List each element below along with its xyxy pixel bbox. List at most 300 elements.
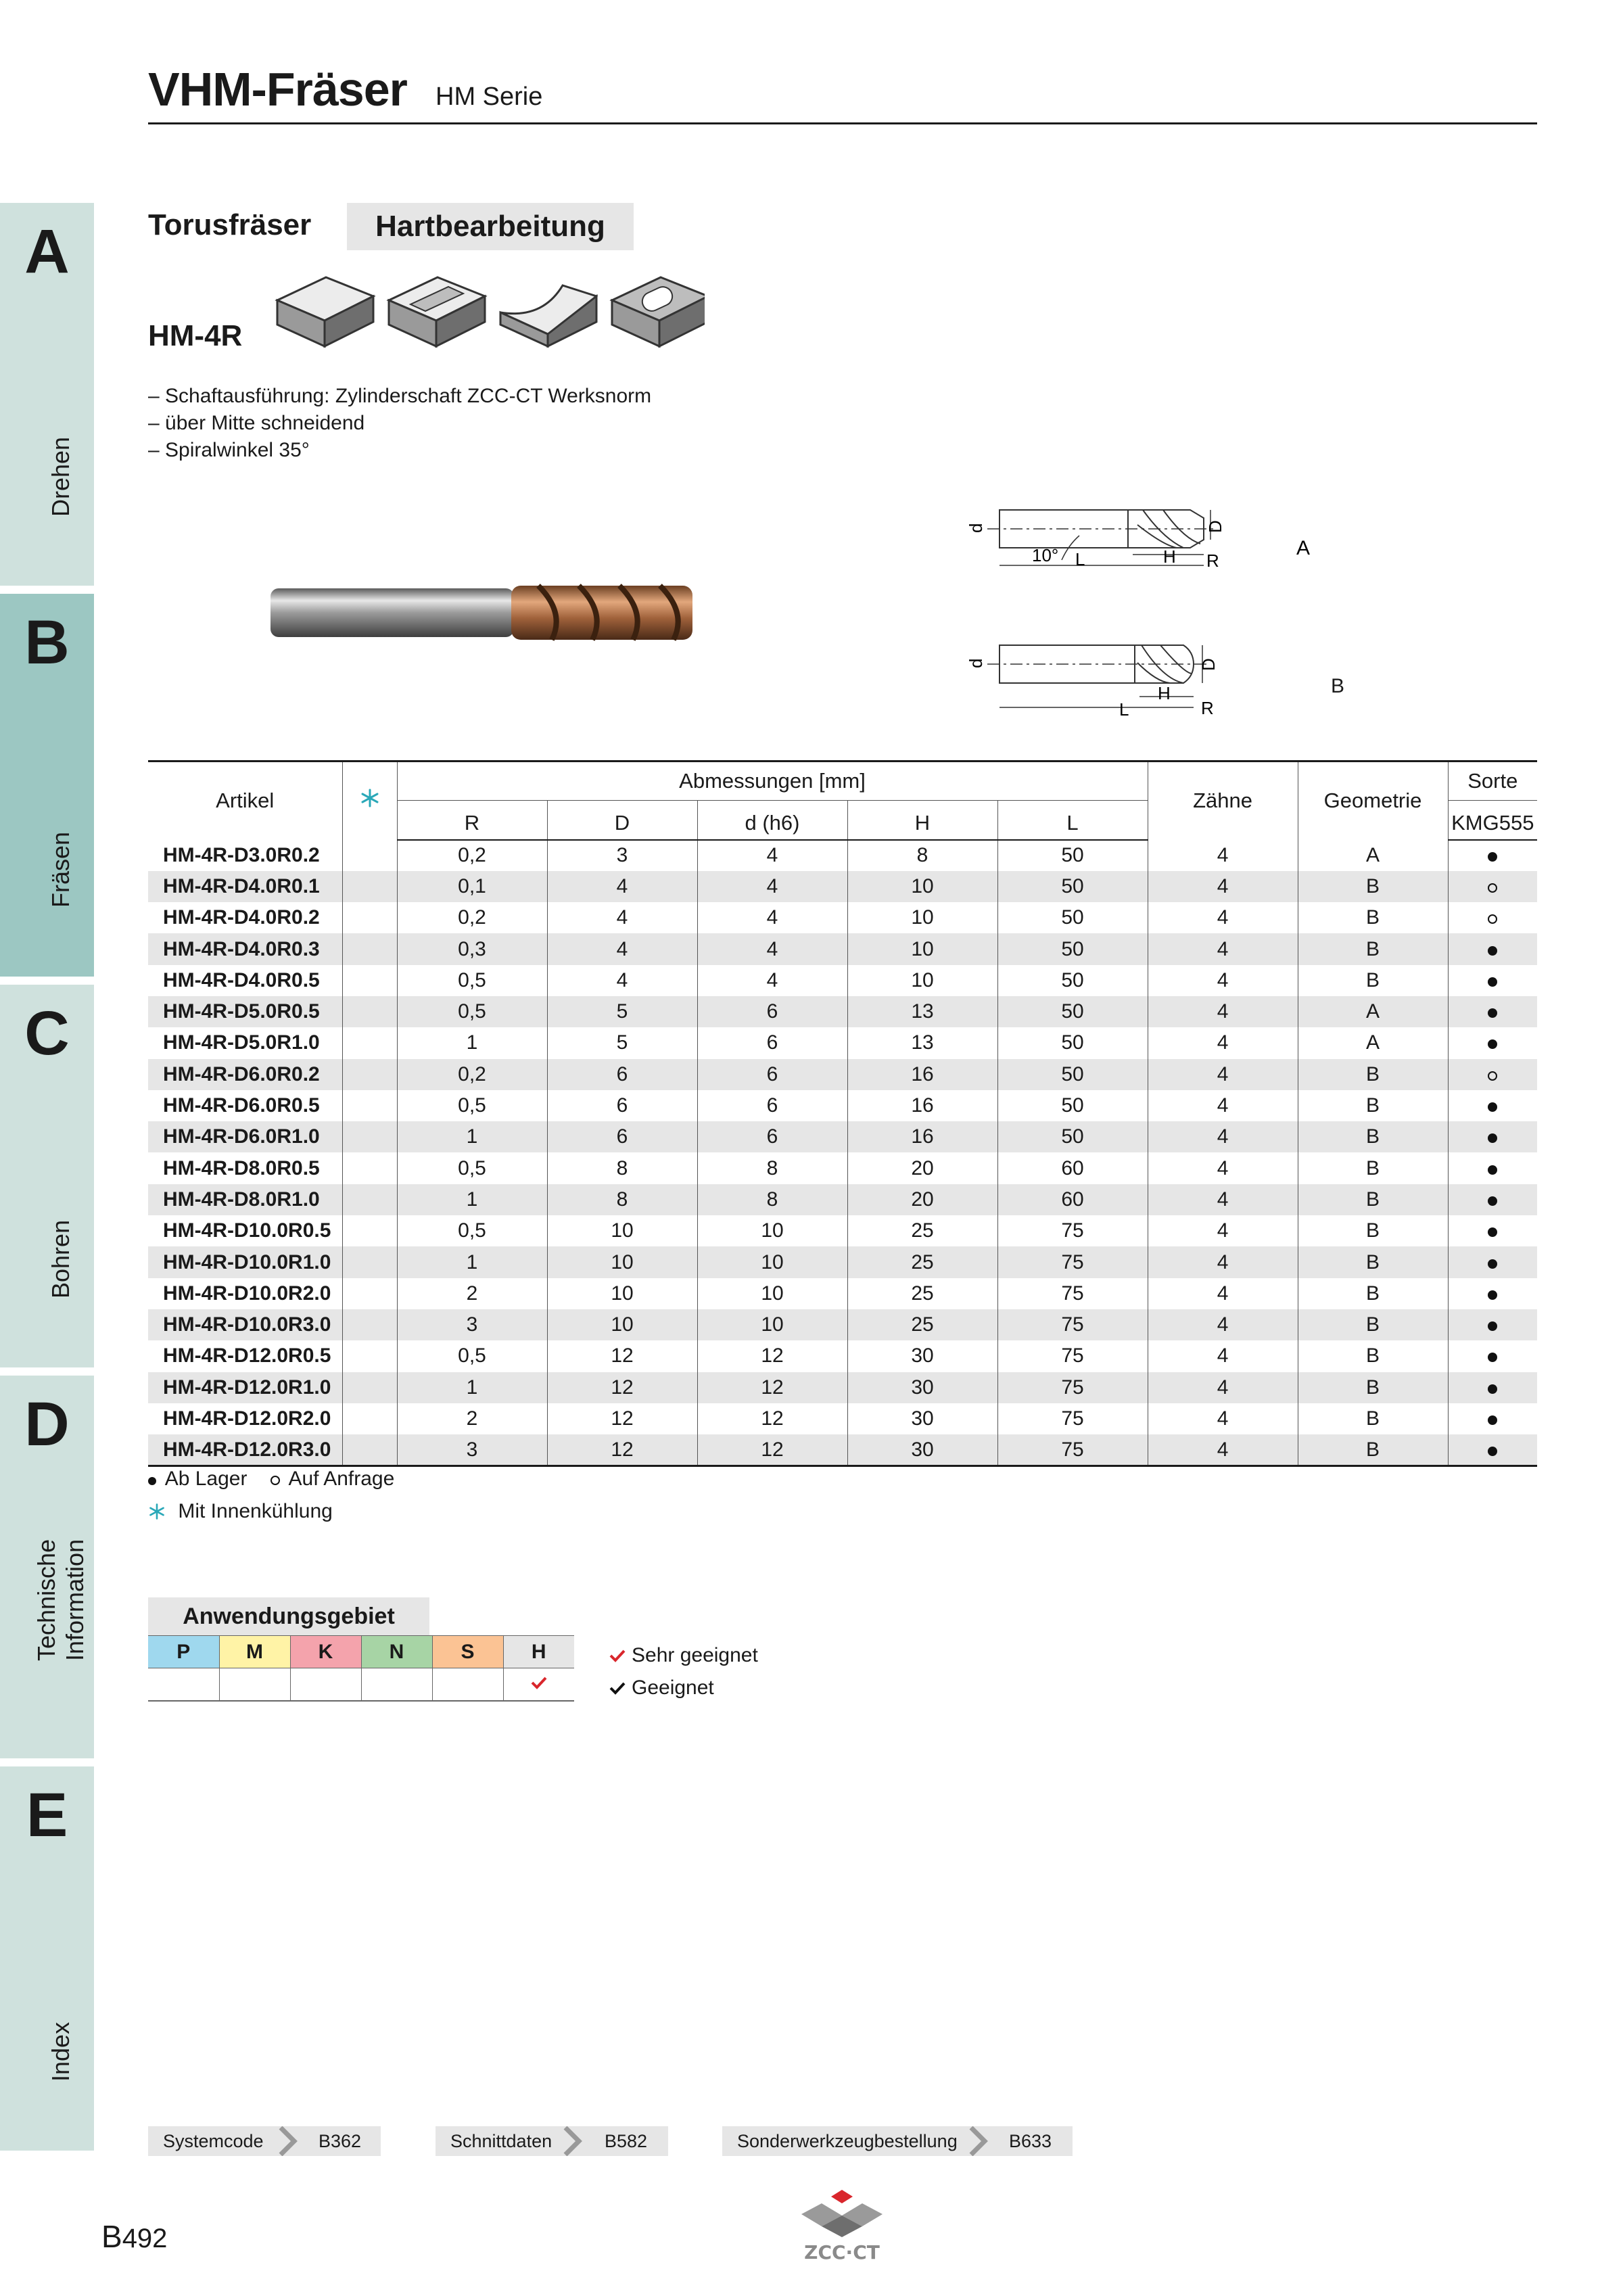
red-check-icon — [530, 1675, 548, 1690]
cell-d: 8 — [697, 1152, 847, 1184]
cell-d: 4 — [697, 902, 847, 933]
cell-R: 3 — [397, 1434, 547, 1466]
cell-artikel: HM-4R-D8.0R1.0 — [148, 1184, 342, 1215]
page-title: VHM-Fräser — [148, 63, 407, 116]
cell-H: 25 — [847, 1215, 997, 1246]
cell-d: 6 — [697, 1059, 847, 1090]
cell-R: 0,5 — [397, 1090, 547, 1121]
cell-H: 25 — [847, 1246, 997, 1278]
slot-milling-icon — [389, 277, 485, 346]
chevron-right-icon — [277, 2126, 298, 2156]
cell-H: 25 — [847, 1278, 997, 1309]
legend-in-stock: Ab Lager — [164, 1468, 248, 1490]
cell-D: 5 — [547, 996, 697, 1027]
cell-coolant — [342, 1434, 397, 1466]
cell-L: 50 — [997, 1059, 1148, 1090]
cell-R: 0,2 — [397, 1059, 547, 1090]
ref-page: B362 — [319, 2131, 362, 2151]
cell-teeth: 4 — [1148, 1278, 1298, 1309]
cell-grade — [1448, 1434, 1537, 1466]
cell-R: 1 — [397, 1246, 547, 1278]
cell-geometry: B — [1298, 1278, 1448, 1309]
cell-H: 16 — [847, 1090, 997, 1121]
page-series: HM Serie — [436, 83, 543, 111]
table-row — [148, 1246, 1537, 1278]
cell-grade — [1448, 1403, 1537, 1434]
cell-grade — [1448, 1027, 1537, 1058]
cell-H: 30 — [847, 1372, 997, 1403]
feature-item: – Schaftausführung: Zylinderschaft ZCC-CT Werksnorm — [148, 385, 652, 407]
cell-geometry: B — [1298, 1215, 1448, 1246]
legend-on-request: Auf Anfrage — [288, 1468, 395, 1490]
cell-R: 1 — [397, 1121, 547, 1152]
cell-geometry: B — [1298, 1090, 1448, 1121]
cell-teeth: 4 — [1148, 1434, 1298, 1466]
in-stock-dot-icon — [1488, 1290, 1497, 1300]
cell-L: 50 — [997, 1090, 1148, 1121]
ref-systemcode[interactable] — [148, 2126, 381, 2156]
cell-H: 10 — [847, 871, 997, 902]
col-R: R — [397, 801, 547, 840]
cell-d: 10 — [697, 1215, 847, 1246]
cell-geometry: A — [1298, 1027, 1448, 1058]
suitability-s — [432, 1668, 503, 1701]
cell-D: 10 — [547, 1246, 697, 1278]
cell-grade — [1448, 1372, 1537, 1403]
cell-D: 3 — [547, 840, 697, 871]
cell-artikel: HM-4R-D6.0R1.0 — [148, 1121, 342, 1152]
cell-H: 10 — [847, 902, 997, 933]
cell-R: 0,3 — [397, 933, 547, 964]
cell-geometry: B — [1298, 1121, 1448, 1152]
cell-D: 12 — [547, 1403, 697, 1434]
col-L: L — [997, 801, 1148, 840]
cell-H: 20 — [847, 1152, 997, 1184]
cell-coolant — [342, 1403, 397, 1434]
tab-e-index[interactable] — [0, 1766, 94, 2151]
ref-name: Sonderwerkzeugbestellung — [737, 2131, 958, 2151]
cell-grade — [1448, 1340, 1537, 1372]
in-stock-dot-icon — [1488, 1196, 1497, 1206]
table-row — [148, 840, 1537, 871]
col-coolant — [342, 762, 397, 840]
hardening-badge: Hartbearbeitung — [347, 203, 634, 250]
tab-label: Fräsen — [47, 831, 74, 908]
cell-teeth: 4 — [1148, 1184, 1298, 1215]
cell-artikel: HM-4R-D4.0R0.5 — [163, 968, 320, 991]
ref-name: Schnittdaten — [450, 2131, 552, 2151]
suitability-legend — [609, 1639, 758, 1704]
cell-teeth: 4 — [1148, 871, 1298, 902]
cell-D: 6 — [547, 1090, 697, 1121]
page-number — [101, 2218, 167, 2255]
cell-geometry: B — [1298, 1340, 1448, 1372]
cell-H: 13 — [847, 1027, 997, 1058]
cell-artikel: HM-4R-D5.0R1.0 — [163, 1031, 320, 1054]
table-row — [148, 1215, 1537, 1246]
table-row — [148, 1309, 1537, 1340]
in-stock-dot-icon — [1488, 946, 1497, 956]
cell-d: 6 — [697, 996, 847, 1027]
in-stock-dot-icon — [1488, 1259, 1497, 1269]
geometry-a-label: A — [1296, 537, 1311, 559]
dim-L-label: L — [1119, 699, 1129, 720]
table-row — [148, 965, 1537, 996]
cell-H: 16 — [847, 1059, 997, 1090]
cell-D: 12 — [547, 1372, 697, 1403]
in-stock-dot-icon — [1488, 1321, 1497, 1331]
in-stock-dot-icon — [1488, 1008, 1497, 1018]
product-name: HM-4R — [148, 319, 243, 352]
cell-teeth: 4 — [1148, 1340, 1298, 1372]
cell-grade — [1448, 1309, 1537, 1340]
suitability-m — [219, 1668, 290, 1701]
cell-R: 3 — [397, 1309, 547, 1340]
suitability-h — [503, 1668, 574, 1701]
cell-D: 4 — [547, 871, 697, 902]
cell-grade — [1448, 840, 1537, 871]
dim-d-label: d — [966, 523, 986, 533]
cell-artikel: HM-4R-D3.0R0.2 — [163, 843, 320, 866]
cell-L: 60 — [997, 1152, 1148, 1184]
cell-geometry: B — [1298, 1434, 1448, 1466]
cell-artikel: HM-4R-D10.0R3.0 — [148, 1309, 342, 1340]
cell-geometry: B — [1298, 1059, 1448, 1090]
cell-L: 75 — [997, 1278, 1148, 1309]
black-check-icon — [609, 1681, 626, 1695]
cell-D: 5 — [547, 1027, 697, 1058]
table-row — [148, 1403, 1537, 1434]
in-stock-dot-icon — [1488, 1165, 1497, 1175]
cell-L: 50 — [997, 1027, 1148, 1058]
cell-grade — [1448, 871, 1537, 902]
cell-artikel: HM-4R-D8.0R0.5 — [163, 1156, 320, 1179]
cell-L: 50 — [997, 871, 1148, 902]
cell-L: 50 — [997, 965, 1148, 996]
tab-b-fraesen[interactable] — [0, 594, 94, 977]
in-stock-dot-icon — [1488, 1415, 1497, 1425]
cell-teeth: 4 — [1148, 1152, 1298, 1184]
cell-teeth: 4 — [1148, 1090, 1298, 1121]
cell-L: 75 — [997, 1372, 1148, 1403]
on-request-dot-icon — [270, 1476, 280, 1485]
cell-artikel: HM-4R-D6.0R0.5 — [163, 1094, 320, 1117]
cell-L: 50 — [997, 996, 1148, 1027]
tab-letter: A — [24, 217, 70, 286]
cell-D: 4 — [547, 933, 697, 964]
dim-L-label: L — [1075, 549, 1085, 569]
application-table — [148, 1635, 574, 1702]
coolant-legend — [148, 1500, 333, 1523]
tab-d-technische-information[interactable] — [0, 1376, 94, 1758]
operation-icons — [272, 272, 705, 353]
cell-artikel: HM-4R-D5.0R0.5 — [148, 996, 342, 1027]
section-title: Torusfräser — [148, 208, 312, 241]
cell-D: 10 — [547, 1278, 697, 1309]
cell-d: 4 — [697, 840, 847, 871]
legend-very-suitable — [609, 1639, 758, 1672]
col-D: D — [547, 801, 697, 840]
cell-H: 10 — [847, 933, 997, 964]
cell-R: 1 — [397, 1027, 547, 1058]
dim-D-label: D — [1205, 520, 1225, 533]
face-milling-icon — [277, 277, 373, 346]
table-row — [148, 1027, 1537, 1058]
table-row — [148, 1152, 1537, 1184]
cell-d: 8 — [697, 1184, 847, 1215]
cell-teeth: 4 — [1148, 1215, 1298, 1246]
cell-grade — [1448, 1059, 1537, 1090]
col-group-grade: Sorte — [1448, 762, 1537, 801]
cell-L: 75 — [997, 1215, 1148, 1246]
table-row — [148, 871, 1537, 902]
legend-suitable — [609, 1672, 758, 1704]
col-artikel: Artikel — [148, 762, 342, 840]
technical-drawing-a — [960, 498, 1325, 579]
cell-grade — [1448, 1246, 1537, 1278]
cell-R: 0,5 — [397, 1340, 547, 1372]
cell-teeth: 4 — [1148, 965, 1298, 996]
material-group-s: S — [432, 1636, 503, 1668]
cell-R: 2 — [397, 1278, 547, 1309]
feature-list — [148, 383, 651, 464]
cell-d: 12 — [697, 1372, 847, 1403]
cell-L: 75 — [997, 1340, 1148, 1372]
cell-H: 30 — [847, 1434, 997, 1466]
cell-L: 50 — [997, 840, 1148, 871]
cell-d: 10 — [697, 1278, 847, 1309]
suitability-row — [148, 1668, 574, 1701]
tab-letter: C — [24, 999, 70, 1068]
spec-table-body — [148, 840, 1537, 1466]
cell-coolant — [342, 1309, 397, 1340]
cell-D: 4 — [547, 965, 697, 996]
cell-artikel: HM-4R-D12.0R1.0 — [148, 1372, 342, 1403]
cell-d: 4 — [697, 965, 847, 996]
dim-D-label: D — [1198, 658, 1219, 671]
cell-D: 8 — [547, 1184, 697, 1215]
cell-D: 10 — [547, 1215, 697, 1246]
cell-coolant — [342, 965, 397, 996]
geometry-b-letter: B — [1331, 675, 1345, 697]
angle-label: 10° — [1032, 545, 1059, 565]
cell-artikel: HM-4R-D4.0R0.3 — [148, 933, 342, 964]
cell-coolant — [342, 871, 397, 902]
cell-artikel: HM-4R-D4.0R0.2 — [163, 906, 320, 929]
tab-letter: B — [24, 608, 70, 677]
tab-c-bohren[interactable] — [0, 985, 94, 1367]
cell-d: 6 — [697, 1027, 847, 1058]
table-row — [148, 1090, 1537, 1121]
availability-legend — [148, 1468, 398, 1491]
tab-label — [32, 1539, 89, 1661]
cell-R: 0,2 — [397, 902, 547, 933]
cell-L: 60 — [997, 1184, 1148, 1215]
cell-R: 0,1 — [397, 871, 547, 902]
cell-teeth: 4 — [1148, 933, 1298, 964]
col-H: H — [847, 801, 997, 840]
cell-geometry: B — [1298, 965, 1448, 996]
col-geometry: Geometrie — [1298, 762, 1448, 840]
feature-item: – über Mitte schneidend — [148, 412, 365, 434]
cell-D: 12 — [547, 1340, 697, 1372]
tab-label: Drehen — [47, 436, 74, 517]
material-group-k: K — [290, 1636, 361, 1668]
cell-grade — [1448, 1184, 1537, 1215]
coolant-icon — [360, 788, 380, 808]
cell-coolant — [342, 933, 397, 964]
cell-R: 0,2 — [397, 840, 547, 871]
cell-L: 75 — [997, 1403, 1148, 1434]
table-row — [148, 996, 1537, 1027]
cell-coolant — [342, 1027, 397, 1058]
cell-artikel: HM-4R-D12.0R2.0 — [163, 1407, 331, 1430]
cell-grade — [1448, 1090, 1537, 1121]
cell-coolant — [342, 1372, 397, 1403]
cell-D: 4 — [547, 902, 697, 933]
cell-grade — [1448, 996, 1537, 1027]
in-stock-dot-icon — [1488, 1353, 1497, 1362]
suitability-k — [290, 1668, 361, 1701]
cell-teeth: 4 — [1148, 1372, 1298, 1403]
in-stock-dot-icon — [148, 1477, 156, 1485]
cell-geometry: A — [1298, 996, 1448, 1027]
cell-geometry: B — [1298, 1246, 1448, 1278]
dim-R-label: R — [1201, 698, 1214, 718]
dim-R-label: R — [1206, 550, 1219, 571]
legend-very-suitable-label: Sehr geeignet — [632, 1644, 758, 1666]
on-request-dot-icon — [1488, 883, 1497, 893]
cell-d: 6 — [697, 1121, 847, 1152]
cell-d: 12 — [697, 1434, 847, 1466]
cell-grade — [1448, 902, 1537, 933]
cell-d: 10 — [697, 1246, 847, 1278]
red-check-icon — [609, 1648, 626, 1663]
ref-page: B582 — [605, 2131, 648, 2151]
in-stock-dot-icon — [1488, 1384, 1497, 1394]
cell-teeth: 4 — [1148, 1309, 1298, 1340]
cell-geometry: B — [1298, 1403, 1448, 1434]
cell-coolant — [342, 1215, 397, 1246]
material-group-row — [148, 1636, 574, 1668]
cell-artikel: HM-4R-D4.0R0.1 — [148, 871, 342, 902]
cell-H: 30 — [847, 1340, 997, 1372]
cell-teeth: 4 — [1148, 902, 1298, 933]
cell-D: 8 — [547, 1152, 697, 1184]
cell-L: 50 — [997, 933, 1148, 964]
suitability-n — [361, 1668, 432, 1701]
cell-grade — [1448, 1215, 1537, 1246]
dim-H-label: H — [1158, 683, 1171, 703]
cell-D: 12 — [547, 1434, 697, 1466]
table-row — [148, 1278, 1537, 1309]
cell-geometry: B — [1298, 1309, 1448, 1340]
chevron-right-icon — [967, 2126, 989, 2156]
cell-R: 1 — [397, 1184, 547, 1215]
on-request-dot-icon — [1488, 914, 1497, 924]
cell-d: 4 — [697, 871, 847, 902]
material-group-m: M — [219, 1636, 290, 1668]
cell-d: 12 — [697, 1403, 847, 1434]
coolant-icon — [148, 1503, 166, 1520]
page-letter: B — [101, 2219, 122, 2254]
cell-R: 0,5 — [397, 1215, 547, 1246]
table-row — [148, 902, 1537, 933]
ref-sonderwerkzeug[interactable] — [722, 2126, 1073, 2156]
tab-a-drehen[interactable] — [0, 203, 94, 586]
dim-H-label: H — [1163, 546, 1176, 567]
ref-schnittdaten[interactable] — [436, 2126, 668, 2156]
cell-coolant — [342, 902, 397, 933]
cell-teeth: 4 — [1148, 1059, 1298, 1090]
cell-d: 10 — [697, 1309, 847, 1340]
cell-L: 75 — [997, 1246, 1148, 1278]
ref-page: B633 — [1009, 2131, 1052, 2151]
cell-L: 50 — [997, 1121, 1148, 1152]
suitability-p — [148, 1668, 219, 1701]
cell-grade — [1448, 1121, 1537, 1152]
cell-artikel: HM-4R-D12.0R0.5 — [163, 1344, 331, 1367]
cell-coolant — [342, 840, 397, 871]
cell-geometry: B — [1298, 1152, 1448, 1184]
cell-H: 20 — [847, 1184, 997, 1215]
cell-d: 4 — [697, 933, 847, 964]
cell-H: 13 — [847, 996, 997, 1027]
tab-label: Index — [47, 2021, 74, 2082]
cell-artikel: HM-4R-D12.0R3.0 — [148, 1434, 342, 1466]
material-group-h: H — [503, 1636, 574, 1668]
col-grade: KMG555 — [1448, 801, 1537, 840]
cell-R: 0,5 — [397, 996, 547, 1027]
material-group-p: P — [148, 1636, 219, 1668]
table-row — [148, 1059, 1537, 1090]
cell-artikel: HM-4R-D10.0R0.5 — [163, 1219, 331, 1242]
cell-coolant — [342, 1184, 397, 1215]
pocket-milling-icon — [612, 277, 705, 346]
table-row — [148, 933, 1537, 964]
cell-coolant — [342, 1152, 397, 1184]
cell-teeth: 4 — [1148, 1246, 1298, 1278]
in-stock-dot-icon — [1488, 977, 1497, 987]
page-header — [148, 62, 1537, 124]
ref-name: Systemcode — [163, 2131, 264, 2151]
cell-artikel: HM-4R-D10.0R1.0 — [148, 1246, 342, 1278]
table-row — [148, 1121, 1537, 1152]
cell-coolant — [342, 1059, 397, 1090]
cell-teeth: 4 — [1148, 996, 1298, 1027]
cell-coolant — [342, 1340, 397, 1372]
table-row — [148, 1434, 1537, 1466]
cell-coolant — [342, 996, 397, 1027]
cell-geometry: B — [1298, 1372, 1448, 1403]
on-request-dot-icon — [1488, 1071, 1497, 1081]
cell-coolant — [342, 1278, 397, 1309]
cell-L: 75 — [997, 1434, 1148, 1466]
cell-artikel: HM-4R-D6.0R0.2 — [148, 1059, 342, 1090]
cell-H: 30 — [847, 1403, 997, 1434]
cell-geometry: A — [1298, 840, 1448, 871]
cell-geometry: B — [1298, 933, 1448, 964]
end-mill-photo — [268, 579, 701, 647]
cell-geometry: B — [1298, 871, 1448, 902]
cell-d: 12 — [697, 1340, 847, 1372]
tab-label-line1: Technische — [32, 1539, 60, 1661]
cell-teeth: 4 — [1148, 1121, 1298, 1152]
in-stock-dot-icon — [1488, 1133, 1497, 1143]
cell-H: 10 — [847, 965, 997, 996]
cell-D: 6 — [547, 1121, 697, 1152]
col-d: d (h6) — [697, 801, 847, 840]
